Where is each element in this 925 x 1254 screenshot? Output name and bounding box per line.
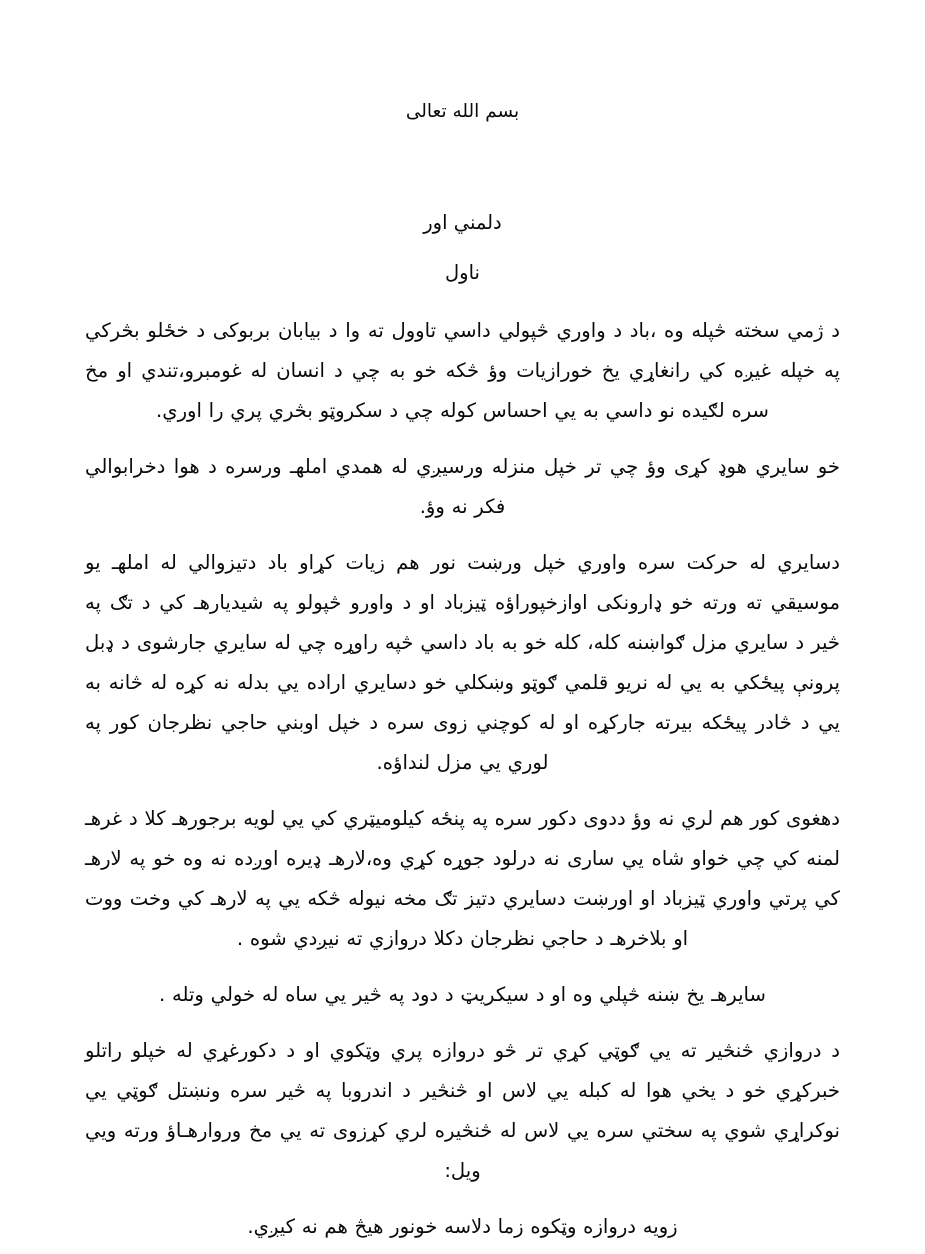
paragraph: دهغوی کور هم لري نه وؤ ددوی دکور سره په پنځه کيلوميټري کي يي لويه برجورهـ کلا د غرهـ لمنه کي چي خواو شاه يي ساری نه درلود جوړه کړي وه،لارهـ ډيره اوږده نه وه خو په لارهـ کي پرتي واوري ټيزباد او اورښت دسايري دتيز تګ مخه نيوله څکه يي په لارهـ کي وخت ووت او بلاخرهـ د حاجي نظرجان دکلا دروازي ته نيږدي شوه . [85, 807, 840, 951]
header-invocation: بسم الله تعالی [405, 101, 520, 122]
paragraph: خو سايري هوډ کړی وؤ چي تر خپل منزله ورسيږي له همدي املهـ ورسره د هوا دخرابوالي فکر نه وؤ. [85, 455, 840, 519]
paragraph: د دروازي څنڅير ته يي ګوټي کړي تر څو دروازه پري وټکوي او د دکورغړي له خپلو راتلو خبرکړي خو د يخي هوا له کبله يي لاس او څنڅير د اندروبا په څير سره ونښتل ګوټي يي نوکراړي شوي په سختي سره يي لاس له څنڅيره لري کړزوی ته يي مخ وروارهـاؤ ورته ويي ويل: [85, 1039, 840, 1183]
paragraph: سايرهـ يخ ښنه څپلي وه او د سيکريټ د دود په څير يي ساه له خولي وتله . [159, 983, 766, 1007]
document-body [85, 0, 840, 1247]
paragraph: د ژمي سخته څپله وه ،باد د واوري څپولي داسي تاوول ته وا د بيابان بربوکی د خځلو بڅرکي په خپله غيږه کي رانغاړي يخ خورازيات وؤ څکه خو به چي د انسان له غومبرو،تندي او مخ سره لګيده نو داسي به يي احساس کوله چي د سکروټو بڅري پري را اوري. [85, 319, 840, 423]
paragraph: زويه دروازه وټکوه زما دلاسه خونور هيڅ هم نه کيږي. [247, 1215, 678, 1239]
paragraph: دسايري له حرکت سره واوري خپل ورښت نور هم زيات کړاو باد دتيزوالي له املهـ يو موسيقي ته ورته خو ډارونکی اوازخپوراؤه ټيزباد او د واورو څپولو په شيديارهـ کي د تګ په څير د سايري مزل ګواښنه کله، کله خو به باد داسي څپه راوړه چي له سايري جارشوی د ډبل پرونې پيځکي به يي له نريو قلمي ګوټو وښکلي خو دسايري اراده يي بدله نه کړه له څانه به يي د څادر پيځکه بيرته جارکړه او له کوچني زوی سره د خپل اوبني حاجي نظرجان کور په لوري يي مزل لنداؤه. [85, 551, 840, 775]
page-subtitle: ناول [445, 261, 480, 284]
page-title: دلمني اور [423, 210, 502, 234]
